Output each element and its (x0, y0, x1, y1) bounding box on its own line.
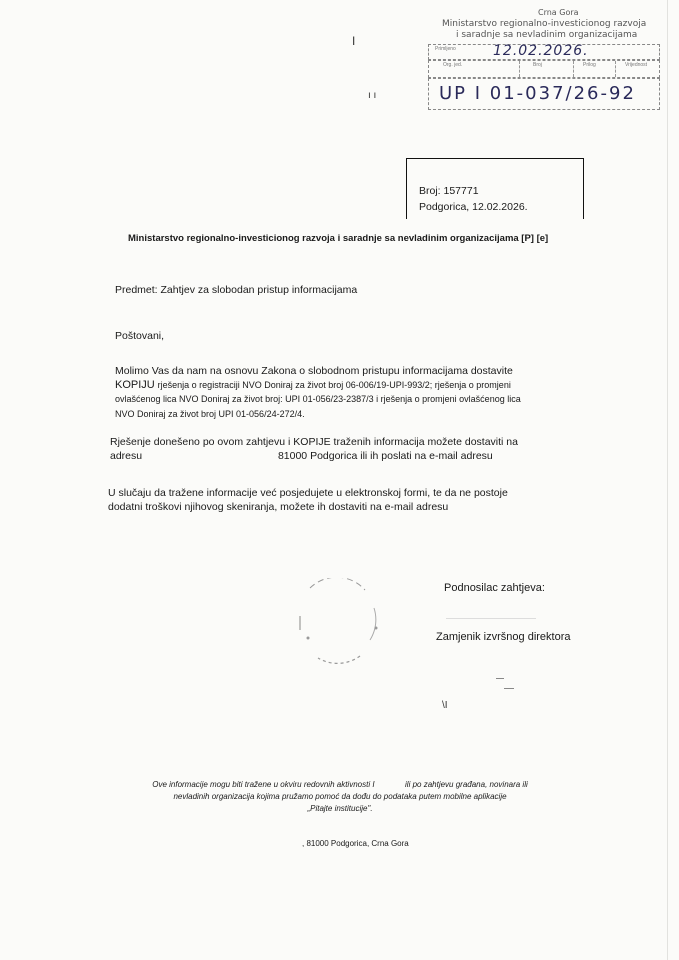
footer-address: , 81000 Podgorica, Crna Gora (302, 839, 409, 848)
paragraph-2-address-rest: 81000 Podgorica ili ih poslati na e-mail adresu (277, 450, 493, 462)
paragraph-1-line-2-rest: rješenja o registraciji NVO Doniraj za život broj 06-006/19-UPI-993/2; rješenja o promjeni (157, 380, 511, 390)
paragraph-3-line-1: U slučaju da tražene informacije već posjedujete u elektronskoj formi, te da ne postoje (108, 487, 508, 499)
paragraph-1 (115, 364, 635, 420)
stamp-ministry-line2: i saradnje sa nevladinim organizacijama (456, 30, 638, 40)
stamp-case-row (428, 78, 660, 110)
signature-dash-2 (504, 688, 514, 689)
stamp-case-number: UP I 01-037/26-92 (439, 83, 636, 104)
stamp-date-row (428, 44, 660, 60)
stamp-number-label: Broj (533, 62, 542, 68)
stamp-country: Crna Gora (538, 8, 579, 17)
stamp-received-label: Primljeno (435, 46, 456, 52)
applicant-label: Podnosilac zahtjeva: (444, 582, 545, 594)
footer-note (60, 779, 620, 815)
signature-line (446, 618, 536, 619)
paragraph-2-line-2 (110, 449, 630, 463)
paragraph-1-line-1: Molimo Vas da nam na osnovu Zakona o slobodnom pristupu informacijama dostavite (115, 365, 513, 377)
stamp-value-label: Vrijednost (625, 62, 648, 68)
greeting: Poštovani, (115, 330, 165, 342)
stamp-org-label: Org. jed. (443, 62, 463, 68)
footer-line-1b: ili po zahtjevu građana, novinara ili (405, 780, 528, 789)
paragraph-3-line-2: dodatni troškovi njihovog skeniranja, možete ih dostaviti na e-mail adresu (108, 501, 449, 513)
reference-box (406, 158, 584, 219)
margin-mark-2: ı ı (368, 90, 377, 101)
footer-line-1a: Ove informacije mogu biti tražene u okviru redovnih aktivnosti I (152, 780, 375, 789)
stamp-labels-row (428, 60, 660, 78)
recipient: Ministarstvo regionalno-investicionog razvoja i saradnje sa nevladinim organizacijama [P] [e] (128, 233, 549, 244)
signer-role: Zamjenik izvršnog direktora (436, 631, 571, 643)
stamp-divider-3 (615, 61, 617, 77)
paragraph-1-line-4: NVO Doniraj za život broj UPI 01-056/24-272/4. (115, 409, 305, 419)
reference-place-date: Podgorica, 12.02.2026. (419, 201, 528, 213)
round-seal (290, 578, 385, 668)
reference-number: Broj: 157771 (419, 185, 479, 197)
footer-line-1 (60, 779, 620, 791)
stamp-date: 12.02.2026. (493, 43, 589, 59)
subject: Predmet: Zahtjev za slobodan pristup informacijama (115, 284, 358, 296)
kopiju-bold: KOPIJU (115, 379, 155, 391)
stamp-attach-label: Prilog (583, 62, 596, 68)
footer-line-2: nevladinih organizacija kojima pružamo pomoć da dođu do podataka putem mobilne aplikacije (173, 792, 507, 801)
stamp-divider-2 (573, 61, 575, 77)
paragraph-1-line-2 (115, 378, 635, 392)
stamp-ministry-line1: Ministarstvo regionalno-investicionog razvoja (442, 19, 647, 29)
paragraph-2-address-label: adresu (110, 450, 143, 462)
signature-dash-1 (496, 678, 504, 679)
paragraph-3 (108, 486, 628, 514)
footer-line-3: „Pitajte institucije". (307, 804, 373, 813)
paragraph-2-line-1: Rješenje donešeno po ovom zahtjevu i KOPIJE traženih informacija možete dostaviti na (110, 436, 518, 448)
paragraph-1-line-3: ovlašćenog lica NVO Doniraj za život broj: UPI 01-056/23-2387/3 i rješenja o promjeni ovlašćenog lica (115, 394, 521, 404)
receipt-stamp (426, 4, 662, 112)
margin-mark-1: I (352, 34, 356, 48)
stamp-divider-1 (519, 61, 521, 77)
page-edge-line (667, 0, 668, 960)
paragraph-2 (110, 435, 630, 463)
signature-mark: \I (442, 700, 448, 711)
